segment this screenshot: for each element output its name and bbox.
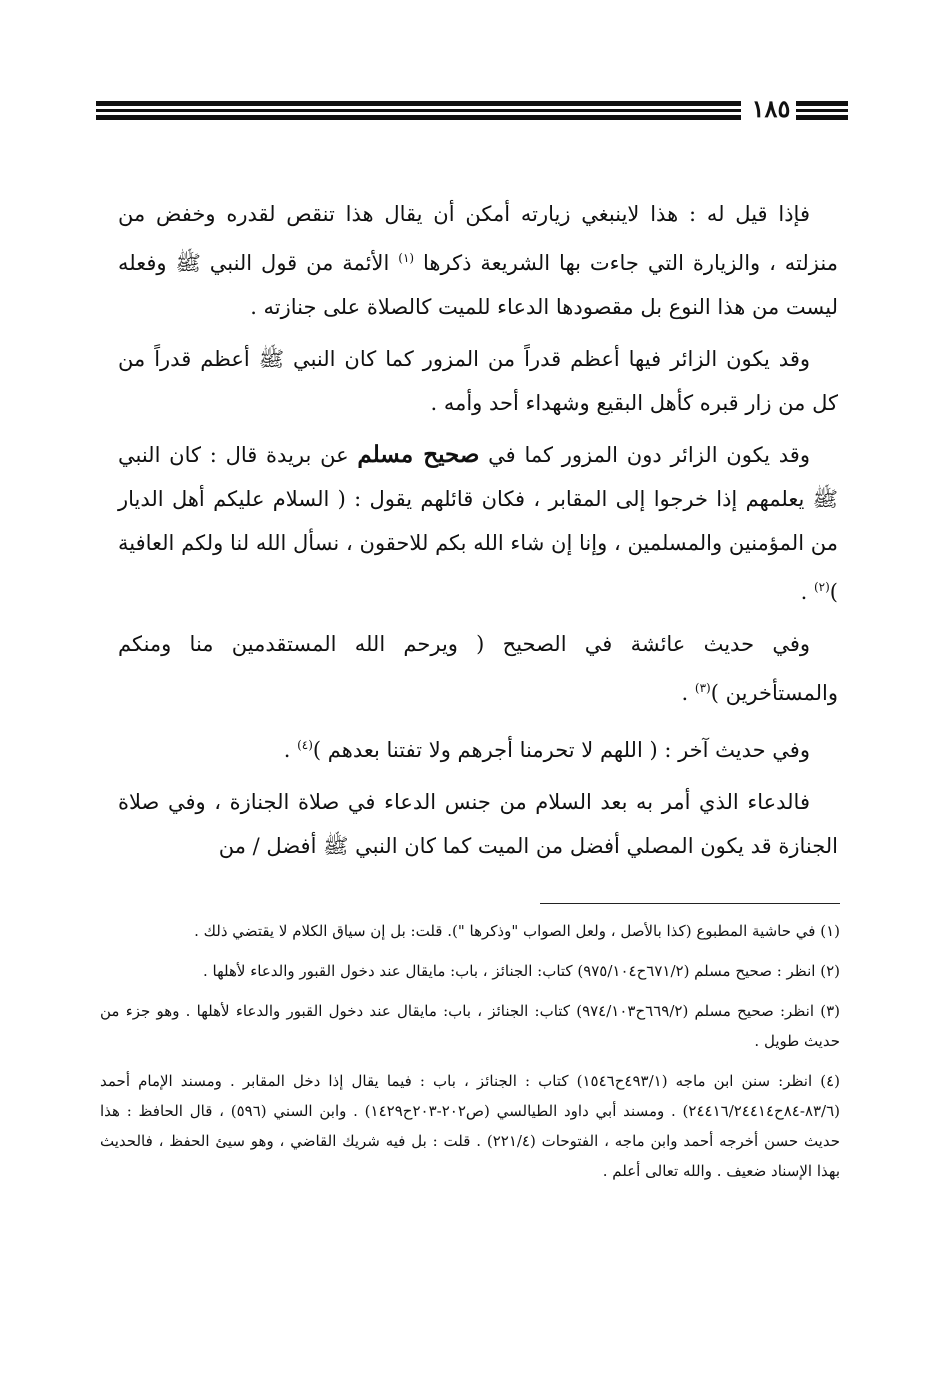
paragraph: فالدعاء الذي أمر به بعد السلام من جنس الدعاء في صلاة الجنازة ، وفي صلاة الجنازة قد يكون المصلي أفضل من الميت كما كان النبي ﷺ أفضل / من bbox=[118, 790, 838, 858]
header-rule bbox=[96, 115, 741, 120]
footnote-ref: (١) bbox=[398, 251, 415, 265]
footnote-ref: (٢) bbox=[813, 580, 830, 594]
page-header bbox=[96, 92, 848, 132]
header-rule bbox=[796, 115, 848, 120]
paragraph: وقد يكون الزائر دون المزور كما في صحيح مسلم عن بريدة قال : كان النبي ﷺ يعلمهم إذا خرجوا إلى المقابر ، فكان قائلهم يقول : ( السلام عليكم أهل الديار من المؤمنين والمسلمين ، وإنا إن شاء الله بكم للاحقون ، نسأل الله لنا ولكم العافية )$^{(٢)}$ . bbox=[118, 441, 838, 604]
header-rule bbox=[796, 109, 848, 112]
body-text bbox=[118, 192, 838, 876]
header-rule bbox=[796, 101, 848, 106]
footnote: (٤) انظر: سنن ابن ماجه (٤٩٣/١ح١٥٤٦) كتاب : الجنائز ، باب : فيما يقال إذا دخل المقابر . ومسند الإمام أحمد (٨٣/٦-٨٤ح٢٤٤١٦/٢٤٤١٤) . ومسند أبي داود الطيالسي (ص٢٠٢-٢٠٣ح١٤٢٩) . وابن السني (٥٩٦) ، قال الحافظ : هذا حديث حسن أخرجه أحمد وابن ماجه ، الفتوحات (٢٢١/٤) . قلت : بل فيه شريك القاضي ، وهو سيئ الحفظ ، فالحديث بهذا الإسناد ضعيف . والله تعالى أعلم . bbox=[100, 1072, 841, 1180]
footnote: (٢) انظر : صحيح مسلم (٦٧١/٢ح٩٧٥/١٠٤) كتاب: الجنائز ، باب: مايقال عند دخول القبور والدعاء لأهلها . bbox=[203, 962, 840, 980]
page-number: ١٨٥ bbox=[751, 94, 791, 123]
footnote: (١) في حاشية المطبوع (كذا بالأصل ، ولعل الصواب "وذكرها "). قلت: بل إن سياق الكلام لا يقتضي ذلك . bbox=[194, 922, 840, 940]
footnotes bbox=[100, 916, 840, 1196]
paragraph: وفي حديث آخر : ( اللهم لا تحرمنا أجرهم ولا تفتنا بعدهم )$^{(٤)}$ . bbox=[283, 738, 810, 762]
footnote-separator bbox=[540, 903, 840, 904]
footnote-ref: (٣) bbox=[694, 681, 711, 695]
paragraph: فإذا قيل له : هذا لاينبغي زيارته أمكن أن يقال هذا تنقص لقدره وخفض من منزلته ، والزيارة التي جاءت بها الشريعة ذكرها $^{(١)}$ الأئمة من قول النبي ﷺ وفعله ليست من هذا النوع بل مقصودها الدعاء للميت كالصلاة على جنازته . bbox=[118, 202, 838, 319]
header-rule bbox=[96, 109, 741, 112]
header-rule bbox=[96, 101, 741, 106]
paragraph: وقد يكون الزائر فيها أعظم قدراً من المزور كما كان النبي ﷺ أعظم قدراً من كل من زار قبره كأهل البقيع وشهداء أحد وأمه . bbox=[118, 347, 838, 415]
paragraph: وفي حديث عائشة في الصحيح ( ويرحم الله المستقدمين منا ومنكم والمستأخرين )$^{(٣)}$ . bbox=[118, 632, 838, 705]
book-title: صحيح مسلم bbox=[357, 441, 480, 468]
footnote: (٣) انظر: صحيح مسلم (٦٦٩/٢ح٩٧٤/١٠٣) كتاب: الجنائز ، باب: مايقال عند دخول القبور والدعاء لأهلها . وهو جزء من حديث طويل . bbox=[100, 1002, 840, 1050]
footnote-ref: (٤) bbox=[297, 738, 313, 752]
